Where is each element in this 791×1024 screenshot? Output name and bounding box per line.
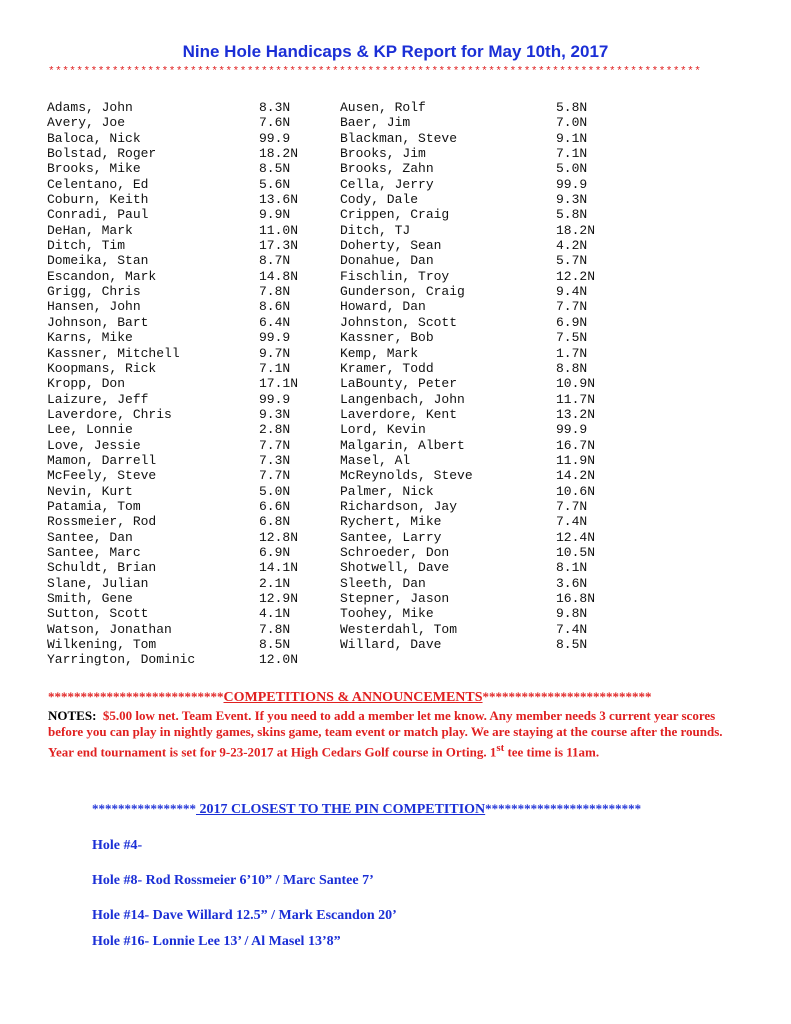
handicap-value: 6.9N (259, 544, 291, 560)
handicap-value: 1.7N (556, 345, 588, 361)
member-name: Schroeder, Don (340, 544, 450, 560)
member-name: Grigg, Chris (47, 284, 141, 300)
report-title: Nine Hole Handicaps & KP Report for May 10th, 2017 (182, 42, 609, 61)
member-name: Masel, Al (340, 452, 411, 468)
handicap-value: 11.9N (556, 452, 596, 468)
handicap-value: 8.5N (259, 161, 291, 177)
member-name: Stepner, Jason (340, 591, 450, 606)
handicap-value: 5.7N (556, 253, 588, 269)
member-name: Avery, Joe (47, 115, 126, 131)
handicap-value: 7.3N (259, 452, 291, 468)
handicap-value: 9.4N (556, 284, 588, 300)
member-name: Karns, Mike (47, 330, 133, 346)
handicap-value: 99.9 (556, 176, 588, 192)
member-name: Patamia, Tom (47, 498, 141, 514)
handicap-value: 10.5N (556, 544, 596, 560)
kp-stars-left: **************** (92, 801, 196, 816)
handicap-value: 9.3N (556, 192, 588, 208)
member-name: Conradi, Paul (47, 207, 149, 223)
handicap-value: 6.8N (259, 514, 291, 530)
kp-hole-14: Hole #14- Dave Willard 12.5” / Mark Escandon 20’ (92, 908, 397, 923)
member-name: Ausen, Rolf (340, 100, 426, 115)
handicap-value: 9.1N (556, 130, 588, 146)
handicap-value: 7.0N (556, 115, 588, 131)
member-name: Santee, Dan (47, 529, 133, 545)
handicap-value: 10.9N (556, 376, 596, 392)
handicap-value: 12.9N (259, 591, 299, 606)
member-name: Rossmeier, Rod (47, 514, 157, 530)
handicap-value: 12.2N (556, 268, 596, 284)
handicap-value: 7.6N (259, 115, 291, 131)
handicap-value: 17.3N (259, 238, 299, 254)
member-name: Sleeth, Dan (340, 575, 426, 591)
competitions-heading (48, 689, 748, 706)
member-name: Donahue, Dan (340, 253, 434, 269)
handicap-value: 7.1N (259, 360, 291, 376)
member-name: Kramer, Todd (340, 360, 434, 376)
member-name: Lord, Kevin (340, 422, 426, 438)
member-name: Sutton, Scott (47, 606, 149, 622)
handicap-value: 4.2N (556, 238, 588, 254)
member-name: Kassner, Bob (340, 330, 434, 346)
kp-hole-8: Hole #8- Rod Rossmeier 6’10” / Marc Santee 7’ (92, 873, 374, 888)
member-name: Yarrington, Dominic (47, 652, 196, 668)
member-name: Doherty, Sean (340, 238, 442, 254)
member-name: Brooks, Jim (340, 146, 426, 162)
member-name: Richardson, Jay (340, 498, 458, 514)
handicap-value: 7.4N (556, 621, 588, 637)
member-name: Gunderson, Craig (340, 284, 465, 300)
handicap-value: 9.3N (259, 406, 291, 422)
member-name: Crippen, Craig (340, 207, 450, 223)
handicap-value: 3.6N (556, 575, 588, 591)
handicap-value: 99.9 (259, 391, 291, 407)
handicap-value: 8.7N (259, 253, 291, 269)
notes-lead: NOTES: (48, 708, 97, 723)
member-name: Hansen, John (47, 299, 141, 315)
member-name: Wilkening, Tom (47, 637, 157, 653)
handicap-value: 5.0N (259, 483, 291, 499)
member-name: Coburn, Keith (47, 192, 149, 208)
handicap-value: 17.1N (259, 376, 299, 392)
handicap-value: 6.9N (556, 314, 588, 330)
handicap-value: 4.1N (259, 606, 291, 622)
handicap-value: 10.6N (556, 483, 596, 499)
handicap-value: 16.7N (556, 437, 596, 453)
member-name: Escandon, Mark (47, 268, 157, 284)
handicap-value: 7.8N (259, 284, 291, 300)
handicap-value: 14.1N (259, 560, 299, 576)
handicap-value: 5.8N (556, 207, 588, 223)
handicap-value: 9.7N (259, 345, 291, 361)
handicap-value: 11.7N (556, 391, 596, 407)
member-name: Kropp, Don (47, 376, 126, 392)
member-name: Cody, Dale (340, 192, 419, 208)
member-name: Schuldt, Brian (47, 560, 157, 576)
handicap-value: 11.0N (259, 222, 299, 238)
member-name: Laverdore, Chris (47, 406, 172, 422)
handicap-value: 2.1N (259, 575, 291, 591)
member-name: Slane, Julian (47, 575, 149, 591)
member-name: LaBounty, Peter (340, 376, 458, 392)
kp-heading (92, 801, 752, 818)
handicap-value: 8.1N (556, 560, 588, 576)
member-name: Rychert, Mike (340, 514, 442, 530)
member-name: Domeika, Stan (47, 253, 149, 269)
notes-tail: tee time is 11am. (504, 744, 600, 760)
handicap-value: 8.5N (556, 637, 588, 653)
member-name: Malgarin, Albert (340, 437, 465, 453)
member-name: McFeely, Steve (47, 468, 157, 484)
handicap-value: 12.8N (259, 529, 299, 545)
member-name: Kemp, Mark (340, 345, 419, 361)
handicap-value: 7.7N (259, 437, 291, 453)
member-name: Santee, Larry (340, 529, 442, 545)
notes-text: $5.00 low net. Team Event. If you need to add a member let me know. Any member needs 3 current year scores before you can play in nightly games, skins game, team event or match play. We are staying at the course after the rounds. Year end tournament is set for 9-23-2017 at High Cedars Golf course in Orting. 1 (48, 708, 723, 760)
competitions-stars-left: *************************** (48, 689, 224, 704)
member-name: Mamon, Darrell (47, 452, 157, 468)
handicap-value: 14.8N (259, 268, 299, 284)
handicap-value: 5.0N (556, 161, 588, 177)
handicap-value: 7.7N (556, 299, 588, 315)
handicap-value: 5.6N (259, 176, 291, 192)
kp-hole-16: Hole #16- Lonnie Lee 13’ / Al Masel 13’8” (92, 934, 341, 949)
member-name: Johnson, Bart (47, 314, 149, 330)
member-name: Fischlin, Troy (340, 268, 450, 284)
handicap-value: 7.7N (556, 498, 588, 514)
member-name: Shotwell, Dave (340, 560, 450, 576)
member-name: Koopmans, Rick (47, 360, 157, 376)
handicap-value: 6.4N (259, 314, 291, 330)
handicap-value: 99.9 (259, 130, 291, 146)
handicap-value: 8.6N (259, 299, 291, 315)
member-name: Ditch, Tim (47, 238, 126, 254)
member-name: Brooks, Mike (47, 161, 141, 177)
member-name: Howard, Dan (340, 299, 426, 315)
member-name: Palmer, Nick (340, 483, 434, 499)
notes-paragraph (48, 708, 748, 760)
handicap-value: 2.8N (259, 422, 291, 438)
member-name: Willard, Dave (340, 637, 442, 653)
title-divider: ******************************************************************************************** (48, 66, 702, 78)
member-name: Cella, Jerry (340, 176, 434, 192)
handicap-value: 6.6N (259, 498, 291, 514)
member-name: Johnston, Scott (340, 314, 458, 330)
competitions-stars-right: ************************** (482, 689, 652, 704)
member-name: Celentano, Ed (47, 176, 149, 192)
handicap-value: 18.2N (259, 146, 299, 162)
competitions-label: COMPETITIONS & ANNOUNCEMENTS (223, 690, 483, 705)
member-name: Santee, Marc (47, 544, 141, 560)
handicap-value: 7.7N (259, 468, 291, 484)
handicap-value: 16.8N (556, 591, 596, 606)
member-name: McReynolds, Steve (340, 468, 473, 484)
notes-superscript: st (496, 742, 505, 754)
member-name: Laverdore, Kent (340, 406, 458, 422)
handicap-value: 99.9 (556, 422, 588, 438)
member-name: Bolstad, Roger (47, 146, 157, 162)
member-name: Toohey, Mike (340, 606, 434, 622)
handicap-value: 9.8N (556, 606, 588, 622)
member-name: Smith, Gene (47, 591, 133, 606)
handicap-value: 12.0N (259, 652, 299, 668)
handicap-value: 8.3N (259, 100, 291, 115)
member-name: Lee, Lonnie (47, 422, 133, 438)
member-name: Blackman, Steve (340, 130, 458, 146)
member-name: Kassner, Mitchell (47, 345, 180, 361)
handicap-value: 7.4N (556, 514, 588, 530)
kp-stars-right: ************************ (485, 801, 642, 816)
handicap-value: 13.2N (556, 406, 596, 422)
handicap-value: 9.9N (259, 207, 291, 223)
member-name: Westerdahl, Tom (340, 621, 458, 637)
handicap-value: 5.8N (556, 100, 588, 115)
member-name: Laizure, Jeff (47, 391, 149, 407)
member-name: Langenbach, John (340, 391, 465, 407)
handicap-value: 14.2N (556, 468, 596, 484)
handicap-value: 8.8N (556, 360, 588, 376)
handicap-value: 8.5N (259, 637, 291, 653)
member-name: Love, Jessie (47, 437, 141, 453)
member-name: Brooks, Zahn (340, 161, 434, 177)
handicap-value: 7.8N (259, 621, 291, 637)
kp-label: 2017 CLOSEST TO THE PIN COMPETITION (196, 802, 486, 817)
handicap-value: 99.9 (259, 330, 291, 346)
handicap-value: 18.2N (556, 222, 596, 238)
member-name: Adams, John (47, 100, 133, 115)
handicap-value: 7.5N (556, 330, 588, 346)
member-name: Baloca, Nick (47, 130, 141, 146)
member-name: Baer, Jim (340, 115, 411, 131)
kp-hole-4: Hole #4- (92, 838, 143, 853)
member-name: Ditch, TJ (340, 222, 411, 238)
handicap-value: 7.1N (556, 146, 588, 162)
member-name: Watson, Jonathan (47, 621, 172, 637)
member-name: Nevin, Kurt (47, 483, 133, 499)
handicap-value: 13.6N (259, 192, 299, 208)
handicap-value: 12.4N (556, 529, 596, 545)
member-name: DeHan, Mark (47, 222, 133, 238)
